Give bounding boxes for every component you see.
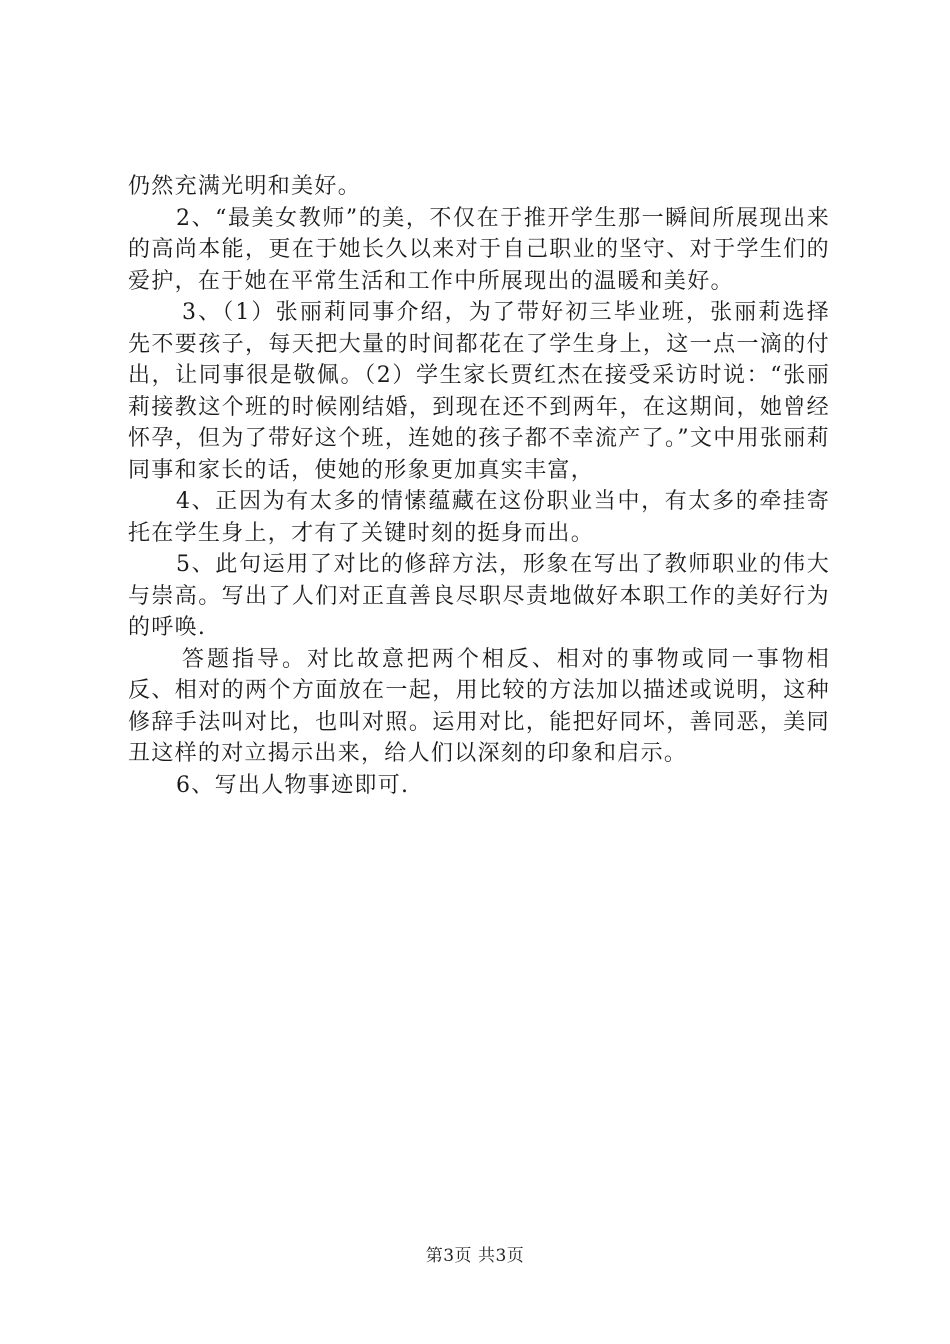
page-footer-label: 第3页 共3页 bbox=[425, 1246, 525, 1266]
paragraph-answer-5: 5、此句运用了对比的修辞方法，形象在写出了教师职业的伟大与崇高。写出了人们对正直善良尽职尽责地做好本职工作的美好行为的呼唤. bbox=[128, 552, 830, 640]
paragraph-answer-2: 2、“最美女教师”的美，不仅在于推开学生那一瞬间所展现出来的高尚本能，更在于她长久以来对于自己职业的坚守、对于学生们的爱护，在于她在平常生活和工作中所展现出的温暖和美好。 bbox=[128, 205, 830, 294]
paragraph-answer-4: 4、正因为有太多的情愫蕴藏在这份职业当中，有太多的牵挂寄托在学生身上，才有了关键时刻的挺身而出。 bbox=[128, 489, 830, 546]
paragraph-answer-guidance: 答题指导。对比故意把两个相反、相对的事物或同一事物相反、相对的两个方面放在一起，用比较的方法加以描述或说明，这种修辞手法叫对比，也叫对照。运用对比，能把好同坏，善同恶，美同丑这样的对立揭示出来，给人们以深刻的印象和启示。 bbox=[128, 646, 830, 766]
document-body bbox=[128, 171, 830, 801]
paragraph-continuation: 仍然充满光明和美好。 bbox=[128, 174, 362, 199]
paragraph-answer-6: 6、写出人物事迹即可. bbox=[176, 772, 410, 798]
paragraph-answer-3: 3、（1）张丽莉同事介绍，为了带好初三毕业班，张丽莉选择先不要孩子，每天把大量的时间都花在了学生身上，这一点一滴的付出，让同事很是敬佩。（2）学生家长贾红杰在接受采访时说：“张丽莉接教这个班的时候刚结婚，到现在还不到两年，在这期间，她曾经怀孕，但为了带好这个班，连她的孩子都不幸流产了。”文中用张丽莉同事和家长的话，使她的形象更加真实丰富， bbox=[128, 300, 830, 483]
